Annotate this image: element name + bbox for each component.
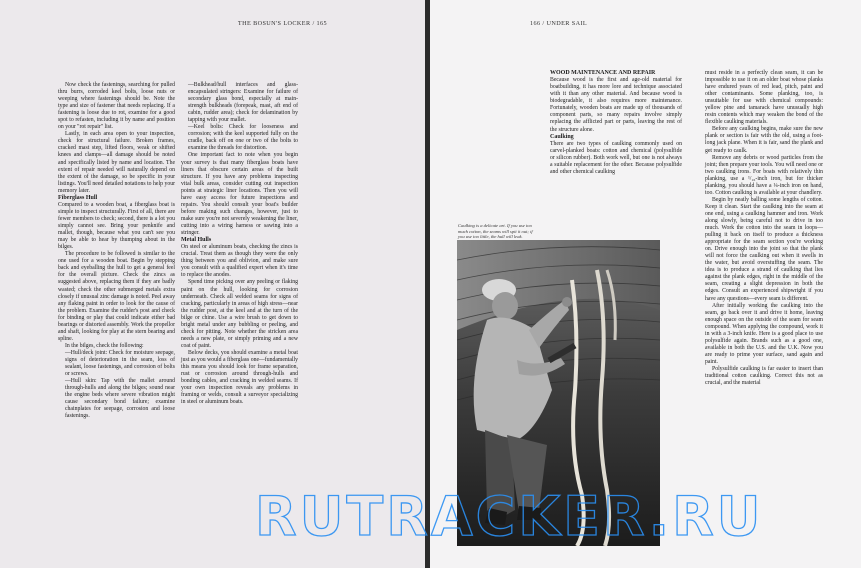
running-head-left: THE BOSUN'S LOCKER / 165 bbox=[237, 20, 327, 27]
right-page bbox=[430, 0, 861, 568]
list-item: —Hull/deck joint: Check for moisture seepage, signs of deterioration in the seam, loss of sealant, loose fastenings, and corrosion of bolts or screws. bbox=[65, 349, 175, 378]
paragraph: One important fact to note when you begin your survey is that many fiberglass boats have liners that obscure certain areas of the built structure. If you have any problems inspecting vital bulk areas, consider cutting out inspection points at strategic liner locations. Then you will have easy access for future inspections and repairs. You should consult your boat's builder before making such changes, however, just to make sure you're not severely weakening the liner, cutting into a wiring harness or sawing into a stringer. bbox=[181, 152, 298, 236]
left-column-1 bbox=[58, 82, 175, 420]
left-page bbox=[0, 0, 425, 568]
paragraph: The procedure to be followed is similar to the one used for a wooden boat. Begin by stepping back and eyeballing the hull to get a general feel for the overall picture. Check the zincs as suggested above, replacing them if they are badly wasted; check the other submerged metals extra closely if unusual zinc damage is noted. Peel away any flaking paint in order to look for the cause of the problem. Examine the rudder's post and check for binding or play that could indicate either bad bearings or distorted assembly. Work the propellor and shaft, looking for play at the stern bearing and spline. bbox=[58, 251, 175, 342]
running-head-right: 166 / UNDER SAIL bbox=[530, 20, 588, 27]
paragraph: must reside in a perfectly clean seam, it can be impossible to use it on an older boat whose planks have endured years of red lead, pitch, paint and other contaminants. Some planking, too, is unsuitable for use with chemical compounds: yellow pine and tamarack have unusually high resin contents which may weaken the bond of the flexible caulking materials. bbox=[705, 70, 823, 126]
list-item: —Bulkhead/hull interfaces and glass-encapsulated stringers: Examine for failure of secondary glass bond, especially at main-strength bulkheads (forepeak, mast, aft end of cabin, rudder area); check for delamination by tapping with your mallet. bbox=[188, 82, 298, 124]
paragraph: Polysulfide caulking is far easier to insert than traditional cotton caulking. Correct this not as crucial, and the material bbox=[705, 365, 823, 387]
left-column-2 bbox=[181, 82, 298, 406]
right-column-2 bbox=[705, 70, 823, 387]
right-column-1 bbox=[550, 70, 682, 176]
paragraph: In the bilges, check the following: bbox=[65, 342, 144, 349]
paragraph: On steel or aluminum boats, checking the zincs is crucial. Treat them as though they were the only thing between you and oblivion, and make sure you consult with a qualified expert when it's time to replace the anodes. bbox=[181, 244, 298, 279]
photo-caption: Caulking is a delicate art. If you use too much cotton, the seams will spit it out; if you use too little, the hull will leak. bbox=[458, 223, 533, 240]
section-heading: Caulking bbox=[550, 133, 574, 140]
section-heading: Metal Hulls bbox=[181, 237, 212, 244]
paragraph: Compared to a wooden boat, a fiberglass boat is simple to inspect structurally. First of all, there are fewer members to check; second, there is a lot you simply cannot see. Bring your penknife and mallet, though, because what you can't see you may be able to hear by thumping about in the bilges. bbox=[58, 201, 175, 251]
watermark: RUTRACKER.RU bbox=[255, 485, 764, 548]
paragraph: Spend time picking over any peeling or flaking paint on the hull, looking for corrosion underneath. Check all welded seams for signs of cracking, particularly in areas of high stress—near the rudder post, at the keel and at the turn of the bilge or chine. Use a wire brush to get down to bright metal under any bubbling or peeling, and check for pitting. Note whether the stricken area needs a new plate, or simply priming and a new coat of paint. bbox=[181, 279, 298, 349]
section-heading: WOOD MAINTENANCE AND REPAIR bbox=[550, 70, 656, 76]
paragraph: Begin by neatly balling some lengths of cotton. Keep it clean. Start the caulking into the seam at one end, using a caulking hammer and iron. Work along slowly, being careful not to drive in too much. Work the cotton into the seam in loops—pulling it back on itself to produce a thickness appropriate for the seam section you're working on. Drive enough into the joint so that the plank will not force the caulking out when it swells in the water, but avoid overstuffing the seam. The idea is to produce a strand of caulking that lies against the plank edges, right in the middle of the seam, creating a slight depression in both the edges. Consult an experienced shipwright if you have any questions—every seam is different. bbox=[705, 196, 823, 302]
paragraph: Now check the fastenings, searching for pulled thru burrs, corroded keel bolts, loose nuts or weeping where fastenings should be. Note the type and size of fastener that needs replacing. If a fastening is loose due to rot, examine for a good spot to refasten, including it by name and position on your "rot repair" list. bbox=[58, 82, 175, 131]
paragraph: After initially working the caulking into the seam, go back over it and drive it home, leaving enough space on the outside of the seam for seam compound. When applying the compound, work it in with a 3-inch knife. Here is a good place to use polysulfide again. Brands such as a good one, available in both the U.S. and the U.K. Now you are ready to prime your surface, sand again and paint. bbox=[705, 302, 823, 365]
paragraph: Remove any debris or wood particles from the joint; then prepare your tools. You will need one or two caulking irons. For boats with relatively thin planking, use a ¹/₁₆-inch iron, but for thicker planking, you should have a ¼-inch iron on hand, too. Cotton caulking is available at your chandlery. bbox=[705, 154, 823, 196]
section-heading: Fiberglass Hull bbox=[58, 194, 98, 201]
paragraph: There are two types of caulking commonly used on carvel-planked boats: cotton and chemical (polysulfide or silicon rubber). Both work well, but one is not always a suitable replacement for the other. Because polysulfide and other chemical caulking bbox=[550, 140, 682, 175]
list-item: —Keel bolts: Check for looseness and corrosion; with the keel supported fully on the cradle, back off on one or two of the bolts to examine the threads for distortion. bbox=[188, 124, 298, 152]
paragraph: Before any caulking begins, make sure the new plank or section is fair with the old, using a foot-long jack plane. When it is fair, sand the plank and get ready to caulk. bbox=[705, 126, 823, 154]
paragraph: Below decks, you should examine a metal boat just as you would a fiberglass one—fundamentally this means you should look for frame separation, rust or corrosion around through-hulls and bonding cables, and cracking in welded seams. If your own inspection reveals any problems in framing or welds, consult a surveyor specializing in steel or aluminum boats. bbox=[181, 349, 298, 406]
list-item: —Hull skin: Tap with the mallet around through-hulls and along the bilges; sound near the engine beds where severe vibration might cause secondary bond failure; examine chainplates for seepage, corrosion and loose fastenings. bbox=[65, 378, 175, 420]
paragraph: Lastly, in each area open to your inspection, check for structural failure. Broken frames, cracked mast step, lifted floors, weak or shifted knees and clamps—all damage should be noted and specifically listed by name and location. The extent of repair needed will naturally depend on the extent of the damage, so be specific in your listings. You'll need detailed notations to help your memory later. bbox=[58, 131, 175, 194]
paragraph: Because wood is the first and age-old material for boatbuilding, it has more lore and technique associated with it than any other material. And because wood is biodegradable, it also requires more maintenance. Fortunately, wooden boats are made up of thousands of component parts, so many repairs involve simply replacing the afflicted part or parts, leaving the rest of the structure alone. bbox=[550, 77, 682, 133]
